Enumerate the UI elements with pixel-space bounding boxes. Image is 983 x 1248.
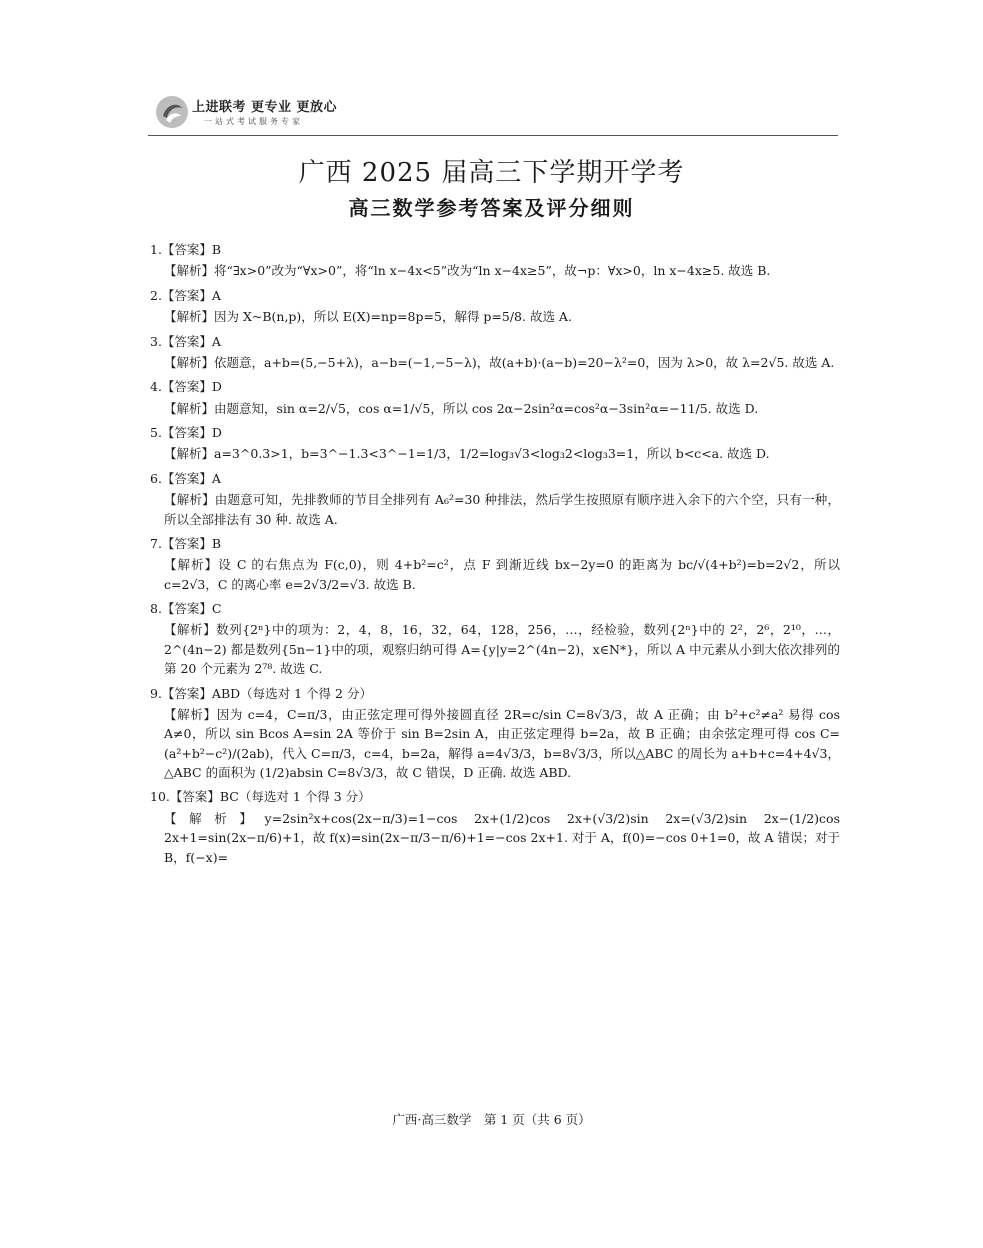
explanation-text: 【解析】由题意知，sin α=2/√5，cos α=1/√5，所以 cos 2α−2sin²α=cos²α−3sin²α=−11/5. 故选 D. <box>164 400 759 416</box>
explanation-text: 【解析】设 C 的右焦点为 F(c,0)，则 4+b²=c²，点 F 到渐近线 bx−2y=0 的距离为 bc/√(4+b²)=b=2√2，所以 c=2√3，C 的离心率 e=2√3/2=√3. 故选 B. <box>164 557 840 592</box>
answer-item-7 <box>150 534 840 594</box>
explanation-text: 【解析】将“∃x>0”改为“∀x>0”，将“ln x−4x<5”改为“ln x−4x≥5”，故¬p：∀x>0，ln x−4x≥5. 故选 B. <box>164 263 771 279</box>
page-title: 广西 2025 届高三下学期开学考 <box>298 158 685 188</box>
logo-icon <box>154 94 190 130</box>
explanation-text: 【解析】因为 X~B(n,p)，所以 E(X)=np=8p=5，解得 p=5/8. 故选 A. <box>164 309 572 325</box>
explanation-text: 【解析】由题意可知，先排教师的节目全排列有 A₆²=30 种排法，然后学生按照原有顺序进入余下的六个空，只有一种，所以全部排法有 30 种. 故选 A. <box>164 492 840 527</box>
explanation-text: 【解析】数列{2ⁿ}中的项为：2，4，8，16，32，64，128，256，…，经检验，数列{2ⁿ}中的 2²，2⁶，2¹⁰，…，2^(4n−2) 都是数列{5n−1}中的项，观察归纳可得 A={y|y=2^(4n−2)，x∈N*}，所以 A 中元素从小到大依次排列的第 20 个元素为 2⁷⁸. 故选 C. <box>164 622 840 677</box>
explanation-text: 【解析】a=3^0.3>1，b=3^−1.3<3^−1=1/3，1/2=log₃√3<log₃2<log₃3=1，所以 b<c<a. 故选 D. <box>164 446 770 462</box>
answer-item-8 <box>150 599 840 679</box>
explanation-text: 【解析】y=2sin²x+cos(2x−π/3)=1−cos 2x+(1/2)cos 2x+(√3/2)sin 2x=(√3/2)sin 2x−(1/2)cos 2x+1=sin(2x−π/6)+1，故 f(x)=sin(2x−π/3−π/6)+1=−cos 2x+1. 对于 A，f(0)=−cos 0+1=0，故 A 错误；对于 B，f(−x)= <box>164 810 840 865</box>
answer-item-5 <box>150 423 840 464</box>
answer-line: 6.【答案】A <box>150 470 221 486</box>
answer-line: 4.【答案】D <box>150 379 222 395</box>
answer-line: 3.【答案】A <box>150 333 221 349</box>
answer-item-1 <box>150 240 840 281</box>
page-header <box>148 92 838 136</box>
answer-item-2 <box>150 286 840 327</box>
explanation-text: 【解析】因为 c=4，C=π/3，由正弦定理可得外接圆直径 2R=c/sin C=8√3/3，故 A 正确；由 b²+c²≠a² 易得 cos A≠0，所以 sin Bcos A=sin 2A 等价于 sin B=2sin A，由正弦定理得 b=2a，故 B 正确；由余弦定理可得 cos C=(a²+b²−c²)/(2ab)，代入 C=π/3，c=4，b=2a，解得 a=4√3/3，b=8√3/3，所以△ABC 的周长为 a+b+c=4+4√3，△ABC 的面积为 (1/2)absin C=8√3/3，故 C 错误，D 正确. 故选 ABD. <box>164 706 840 780</box>
brand-slogan: 上进联考 更专业 更放心 <box>192 100 338 115</box>
answer-item-4 <box>150 377 840 418</box>
answer-list <box>150 240 840 872</box>
answer-item-10 <box>150 787 840 867</box>
answer-line: 5.【答案】D <box>150 425 222 440</box>
explanation-text: 【解析】依题意，a+b=(5,−5+λ)，a−b=(−1,−5−λ)，故(a+b)·(a−b)=20−λ²=0，因为 λ>0，故 λ=2√5. 故选 A. <box>164 354 835 370</box>
page-subtitle: 高三数学参考答案及评分细则 <box>348 196 635 220</box>
answer-line: 2.【答案】A <box>150 287 221 303</box>
answer-line: 9.【答案】ABD（每选对 1 个得 2 分） <box>150 685 372 701</box>
answer-line: 10.【答案】BC（每选对 1 个得 3 分） <box>150 789 371 805</box>
page-footer: 广西·高三数学 第 1 页（共 6 页） <box>392 1112 591 1127</box>
answer-line: 1.【答案】B <box>150 242 222 257</box>
header-divider <box>148 135 838 136</box>
answer-item-9 <box>150 684 840 783</box>
answer-item-6 <box>150 469 840 529</box>
answer-line: 8.【答案】C <box>150 601 222 616</box>
answer-item-3 <box>150 332 840 373</box>
answer-line: 7.【答案】B <box>150 535 222 551</box>
brand-tagline: 一站式考试服务专家 <box>204 117 303 126</box>
